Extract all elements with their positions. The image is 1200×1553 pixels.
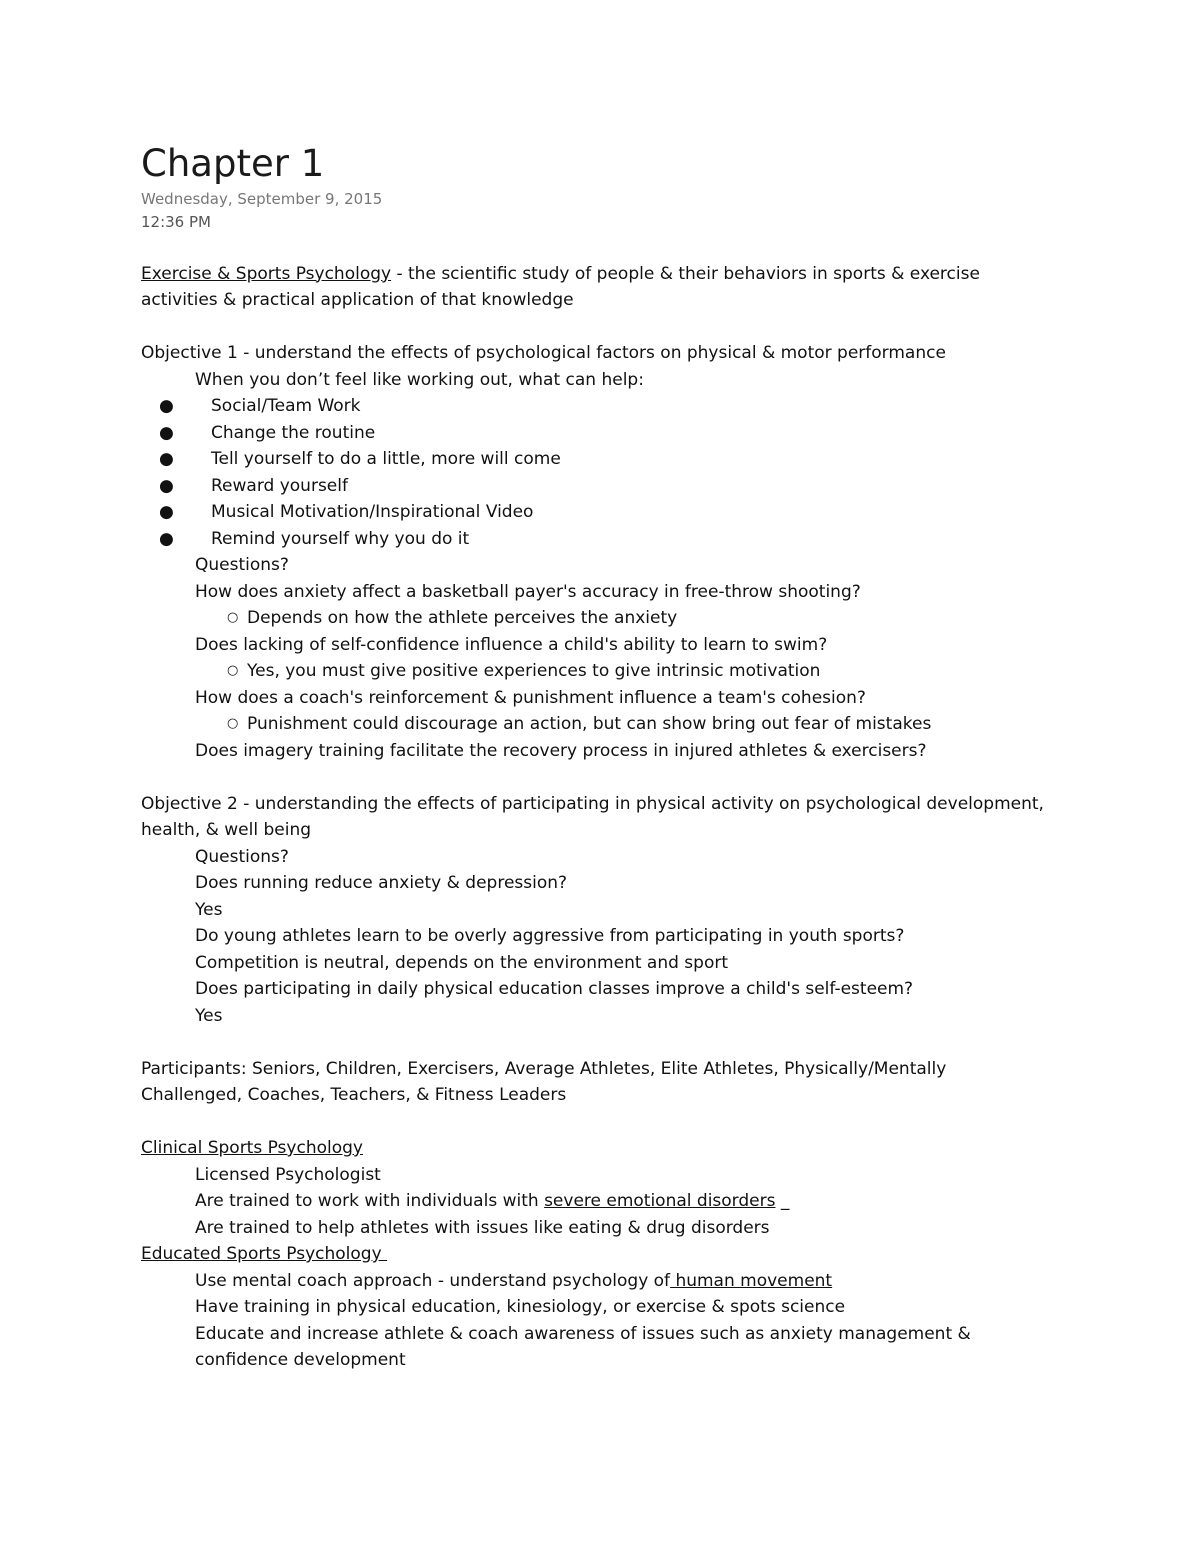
participants-line-2: Challenged, Coaches, Teachers, & Fitness Leaders: [141, 1085, 567, 1105]
list-item: ● Tell yourself to do a little, more will come: [141, 446, 1081, 473]
questions-label: Questions?: [195, 555, 289, 575]
definition-term: Exercise & Sports Psychology: [141, 263, 392, 284]
question-2: Does lacking of self-confidence influence a child's ability to learn to swim?: [195, 634, 828, 655]
page-title: Chapter 1: [141, 142, 325, 185]
question-3: How does a coach's reinforcement & punishment influence a team's cohesion?: [195, 687, 866, 708]
participants-line-1: Participants: Seniors, Children, Exercisers, Average Athletes, Elite Athletes, Physically/Mentally: [141, 1058, 947, 1079]
definition-text: - the scientific study of people & their behaviors in sports & exercise: [391, 263, 980, 284]
list-item: ● Musical Motivation/Inspirational Video: [141, 499, 1081, 526]
educated-heading: Educated Sports Psychology: [141, 1244, 388, 1264]
clinical-heading: Clinical Sports Psychology: [141, 1138, 363, 1158]
answer-3: ○ Punishment could discourage an action, but can show bring out fear of mistakes: [141, 711, 1081, 738]
educated-line-2: Have training in physical education, kinesiology, or exercise & spots science: [195, 1297, 846, 1317]
educated-line-4: confidence development: [195, 1350, 406, 1370]
objective-1-heading: Objective 1 - understand the effects of psychological factors on physical & motor performance: [141, 343, 946, 363]
educated-line-3: Educate and increase athlete & coach awareness of issues such as anxiety management &: [195, 1323, 971, 1344]
circle-bullet-icon: ○: [227, 716, 239, 731]
objective-1-prompt: When you don’t feel like working out, what can help:: [195, 369, 644, 390]
answer-2: ○ Yes, you must give positive experiences to give intrinsic motivation: [141, 658, 1081, 685]
educated-line-1: Use mental coach approach - understand psychology of human movement: [195, 1270, 833, 1291]
bullet-icon: ●: [159, 396, 174, 416]
objective-2-line: Yes: [195, 1005, 223, 1026]
bullet-icon: ●: [159, 502, 174, 522]
objective-2-line: Do young athletes learn to be overly aggressive from participating in youth sports?: [195, 926, 905, 946]
list-item: ● Remind yourself why you do it: [141, 526, 1081, 553]
clinical-line-3: Are trained to help athletes with issues like eating & drug disorders: [195, 1217, 770, 1238]
bullet-icon: ●: [159, 475, 174, 496]
note-time: 12:36 PM: [141, 213, 211, 231]
objective-2-line: Yes: [195, 899, 223, 920]
definition-line-1: [141, 261, 1081, 288]
question-4: Does imagery training facilitate the recovery process in injured athletes & exercisers?: [195, 740, 927, 761]
bullet-icon: ●: [159, 528, 174, 549]
circle-bullet-icon: ○: [227, 663, 239, 678]
note-date: Wednesday, September 9, 2015: [141, 190, 383, 208]
list-item: ● Social/Team Work: [141, 393, 1081, 420]
list-item: ● Reward yourself: [141, 473, 1081, 500]
list-item: ● Change the routine: [141, 420, 1081, 447]
objective-2-line: Does participating in daily physical education classes improve a child's self-esteem?: [195, 979, 914, 999]
clinical-line-2: Are trained to work with individuals with severe emotional disorders _: [195, 1191, 790, 1211]
answer-1: ○ Depends on how the athlete perceives the anxiety: [141, 605, 1081, 632]
objective-2-line: Competition is neutral, depends on the environment and sport: [195, 952, 729, 973]
note-page: [141, 140, 1081, 1374]
circle-bullet-icon: ○: [227, 610, 239, 625]
objective-2-line: Does running reduce anxiety & depression?: [195, 873, 568, 893]
bullet-icon: ●: [159, 449, 174, 469]
objective-2-heading-line-2: health, & well being: [141, 820, 312, 840]
objective-2-heading-line-1: Objective 2 - understanding the effects of participating in physical activity on psychological development,: [141, 793, 1044, 814]
question-1: How does anxiety affect a basketball payer's accuracy in free-throw shooting?: [195, 581, 861, 602]
objective-2-line: Questions?: [195, 846, 289, 867]
bullet-icon: ●: [159, 422, 174, 443]
clinical-line-1: Licensed Psychologist: [195, 1164, 381, 1185]
definition-line-2: activities & practical application of that knowledge: [141, 290, 574, 310]
